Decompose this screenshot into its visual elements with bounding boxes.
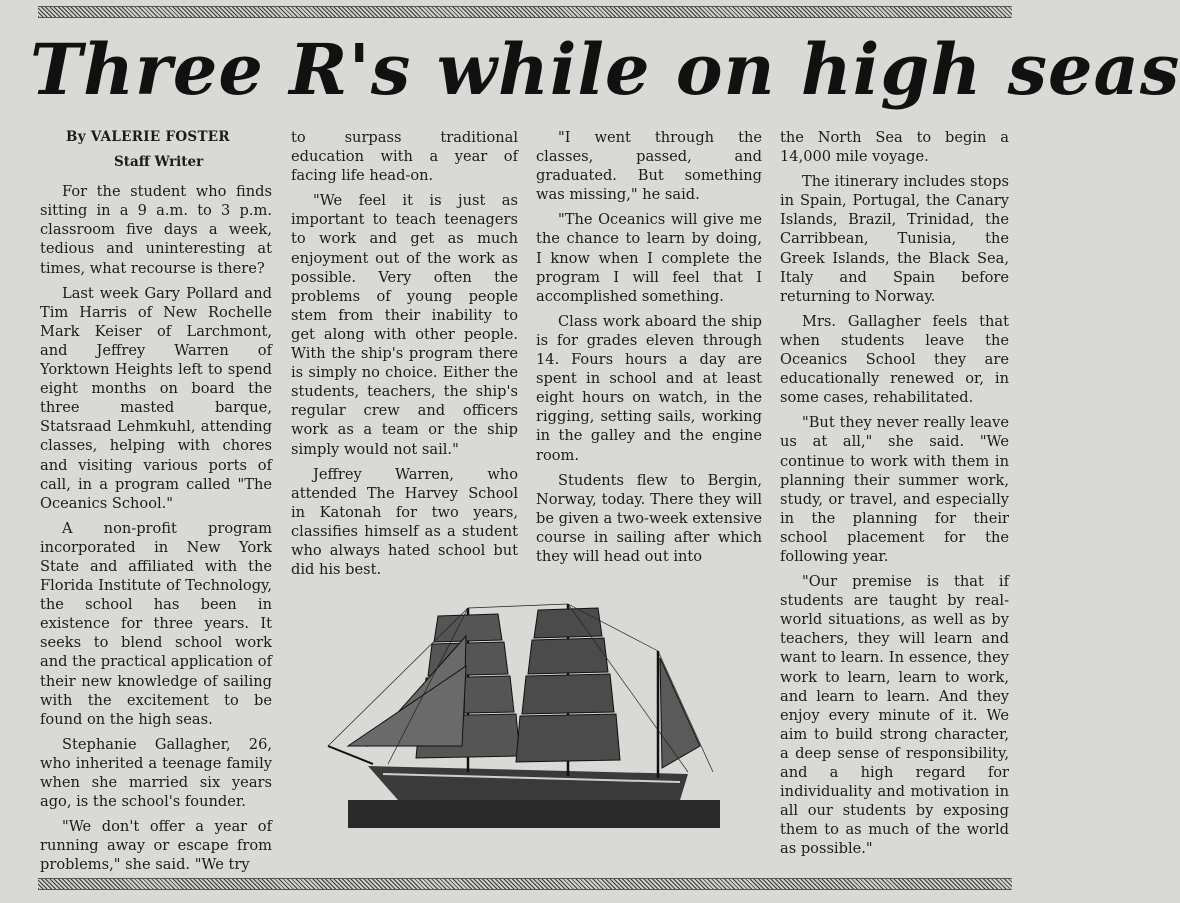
- ship-hull: [368, 766, 688, 800]
- paragraph: the North Sea to begin a 14,000 mile voyage.: [780, 129, 1009, 166]
- article-column-3: [536, 128, 762, 572]
- bowsprit: [328, 746, 373, 764]
- sea-band: [348, 800, 720, 828]
- paragraph: to surpass traditional education with a year of facing life head-on.: [291, 129, 518, 185]
- byline: By VALERIE FOSTER: [66, 129, 230, 145]
- paragraph: "I went through the classes, passed, and graduated. But something was missing," he said.: [536, 129, 762, 204]
- paragraph: Students flew to Bergin, Norway, today. There they will be given a two-week extensive course in sailing after which they will head out into: [536, 471, 763, 565]
- paragraph: A non-profit program incorporated in New York State and affiliated with the Florida Institute of Technology, the school has been in existence for three years. It seeks to blend school work and the practical application of their new knowledge of sailing with the excitement to be found on the high seas.: [40, 519, 272, 728]
- paragraph: For the student who finds sitting in a 9 a.m. to 3 p.m. classroom five days a week, tedious and uninteresting at times, what recourse is there?: [40, 183, 272, 277]
- top-border-rule: [38, 6, 1012, 18]
- main-sails: [516, 608, 620, 762]
- paragraph: Jeffrey Warren, who attended The Harvey School in Katonah for two years, classifies himself as a student who always hated school but did his best.: [291, 465, 518, 579]
- paragraph: Last week Gary Pollard and Tim Harris of New Rochelle Mark Keiser of Larchmont, and Jeffrey Warren of Yorktown Heights left to spend eight months on board the three masted barque, Statsraad Lehmkuhl, attending classes, helping with chores and visiting various ports of call, in a program called "The Oceanics School.": [40, 284, 272, 512]
- headline: Three R's while on high seas: [30, 28, 1180, 111]
- paragraph: "The Oceanics will give me the chance to learn by doing, I know when I complete the program I will feel that I accomplished something.: [536, 211, 762, 305]
- spanker-sail: [660, 658, 700, 768]
- paragraph: "We feel it is just as important to teach teenagers to work and get as much enjoyment out of the work as possible. Very often the problems of young people stem from their inability to get along with other people. With the ship's program there is simply no choice. Either the students, teachers, the ship's regular crew and officers work as a team or the ship simply would not sail.": [291, 192, 518, 458]
- bottom-border-rule: [38, 878, 1012, 890]
- paragraph: "We don't offer a year of running away or escape from problems," she said. "We try: [40, 818, 272, 874]
- paragraph: "Our premise is that if students are taught by real-world situations, as well as by teachers, they will learn and want to learn. In essence, they work to learn, learn to work, and learn to learn. And they enjoy every minute of it. We aim to build strong character, a deep sense of responsibility, and a high regard for individuality and motivation in all our students by exposing them to as much of the world as possible.": [780, 573, 1009, 858]
- article-column-2: [291, 128, 518, 585]
- article-column-4: [780, 128, 1009, 864]
- paragraph: The itinerary includes stops in Spain, Portugal, the Canary Islands, Brazil, Trinidad, the Carribbean, Tunisia, the Greek Islands, the Black Sea, Italy and Spain before returning to Norway.: [780, 173, 1009, 305]
- ship-illustration: [328, 596, 723, 830]
- staff-title: Staff Writer: [114, 154, 204, 171]
- paragraph: "But they never really leave us at all," she said. "We continue to work with them in planning their summer work, study, or travel, and especially in the planning for their school placement for the following year.: [780, 414, 1009, 565]
- article-column-1: [40, 128, 272, 880]
- paragraph: Stephanie Gallagher, 26, who inherited a teenage family when she married six years ago, is the school's founder.: [40, 735, 272, 811]
- paragraph: Mrs. Gallagher feels that when students leave the Oceanics School they are educationally renewed or, in some cases, rehabilitated.: [780, 312, 1009, 407]
- paragraph: Class work aboard the ship is for grades eleven through 14. Fours hours a day are spent in school and at least eight hours on watch, in the rigging, setting sails, working in the galley and the engine room.: [536, 312, 762, 464]
